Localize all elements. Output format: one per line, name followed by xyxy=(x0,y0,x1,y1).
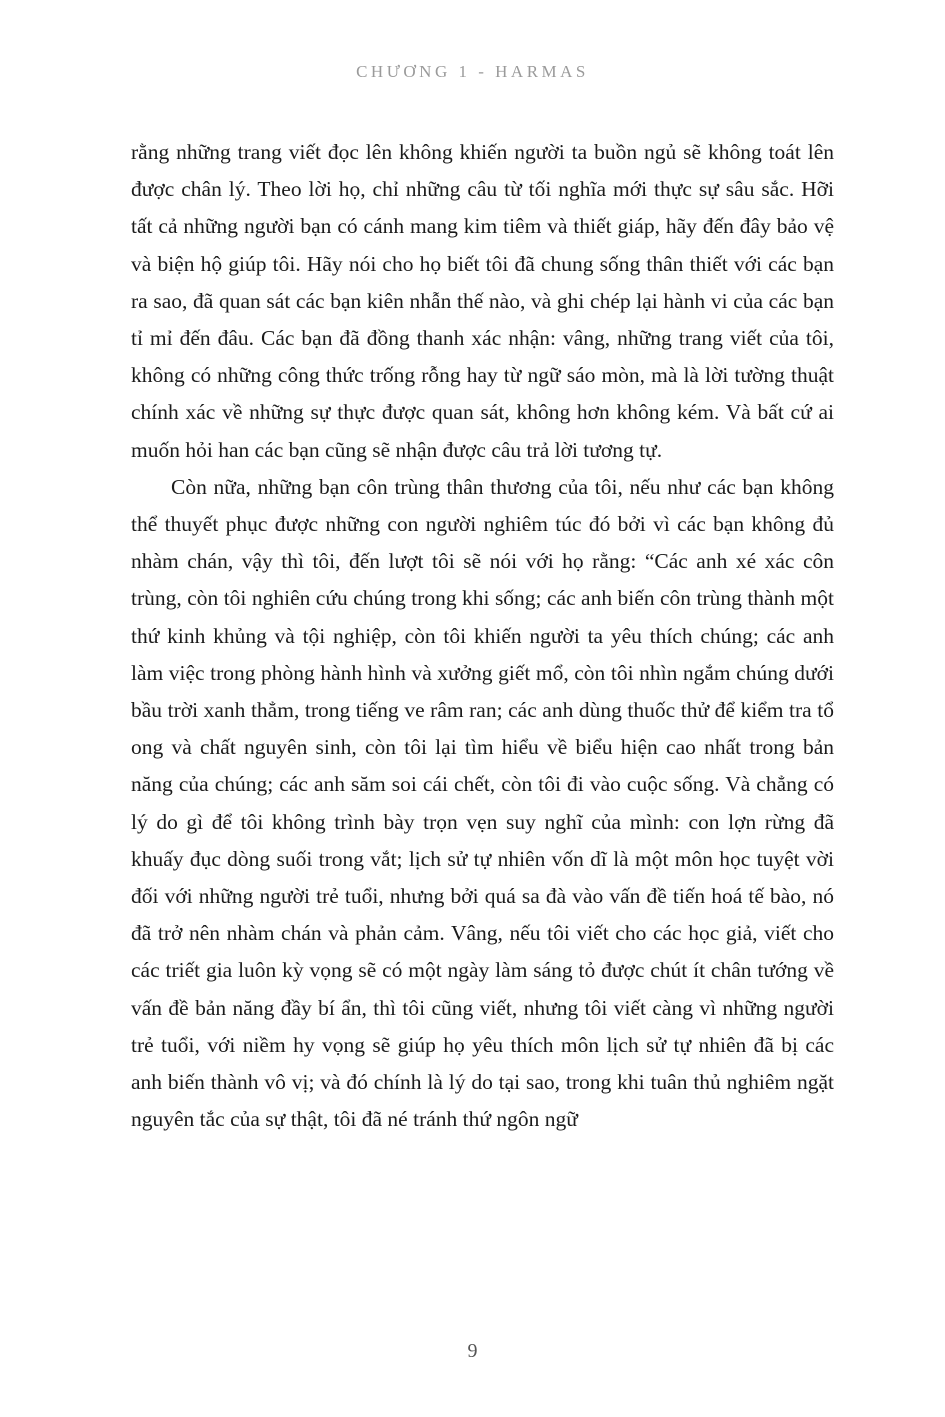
body-text xyxy=(131,134,834,1138)
paragraph: Còn nữa, những bạn côn trùng thân thương của tôi, nếu như các bạn không thể thuyết phục được những con người nghiêm túc đó bởi vì các bạn không đủ nhàm chán, vậy thì tôi, đến lượt tôi sẽ nói với họ rằng: “Các anh xé xác côn trùng, còn tôi nghiên cứu chúng trong khi sống; các anh biến côn trùng thành một thứ kinh khủng và tội nghiệp, còn tôi khiến người ta yêu thích chúng; các anh làm việc trong phòng hành hình và xưởng giết mổ, còn tôi nhìn ngắm chúng dưới bầu trời xanh thẳm, trong tiếng ve râm ran; các anh dùng thuốc thử để kiểm tra tổ ong và chất nguyên sinh, còn tôi lại tìm hiểu về biểu hiện cao nhất trong bản năng của chúng; các anh săm soi cái chết, còn tôi đi vào cuộc sống. Và chẳng có lý do gì để tôi không trình bày trọn vẹn suy nghĩ của mình: con lợn rừng đã khuấy đục dòng suối trong vắt; lịch sử tự nhiên vốn dĩ là một môn học tuyệt vời đối với những người trẻ tuổi, nhưng bởi quá sa đà vào vấn đề tiến hoá tế bào, nó đã trở nên nhàm chán và phản cảm. Vâng, nếu tôi viết cho các học giả, viết cho các triết gia luôn kỳ vọng sẽ có một ngày làm sáng tỏ được chút ít chân tướng về vấn đề bản năng đầy bí ẩn, thì tôi cũng viết, nhưng tôi viết càng vì những người trẻ tuổi, với niềm hy vọng sẽ giúp họ yêu thích môn lịch sử tự nhiên đã bị các anh biến thành vô vị; và đó chính là lý do tại sao, trong khi tuân thủ nghiêm ngặt nguyên tắc của sự thật, tôi đã né tránh thứ ngôn ngữ xyxy=(131,474,834,1132)
paragraph: rằng những trang viết đọc lên không khiến người ta buồn ngủ sẽ không toát lên được chân lý. Theo lời họ, chỉ những câu từ tối nghĩa mới thực sự sâu sắc. Hỡi tất cả những người bạn có cánh mang kim tiêm và thiết giáp, hãy đến đây bảo vệ và biện hộ giúp tôi. Hãy nói cho họ biết tôi đã chung sống thân thiết với các bạn ra sao, đã quan sát các bạn kiên nhẫn thế nào, và ghi chép lại hành vi của các bạn tỉ mỉ đến đâu. Các bạn đã đồng thanh xác nhận: vâng, những trang viết của tôi, không có những công thức trống rỗng hay từ ngữ sáo mòn, mà là lời tường thuật chính xác về những sự thực được quan sát, không hơn không kém. Và bất cứ ai muốn hỏi han các bạn cũng sẽ nhận được câu trả lời tương tự. xyxy=(131,140,834,462)
page-number: 9 xyxy=(467,1340,478,1362)
chapter-running-header: CHƯƠNG 1 - HARMAS xyxy=(356,62,589,81)
